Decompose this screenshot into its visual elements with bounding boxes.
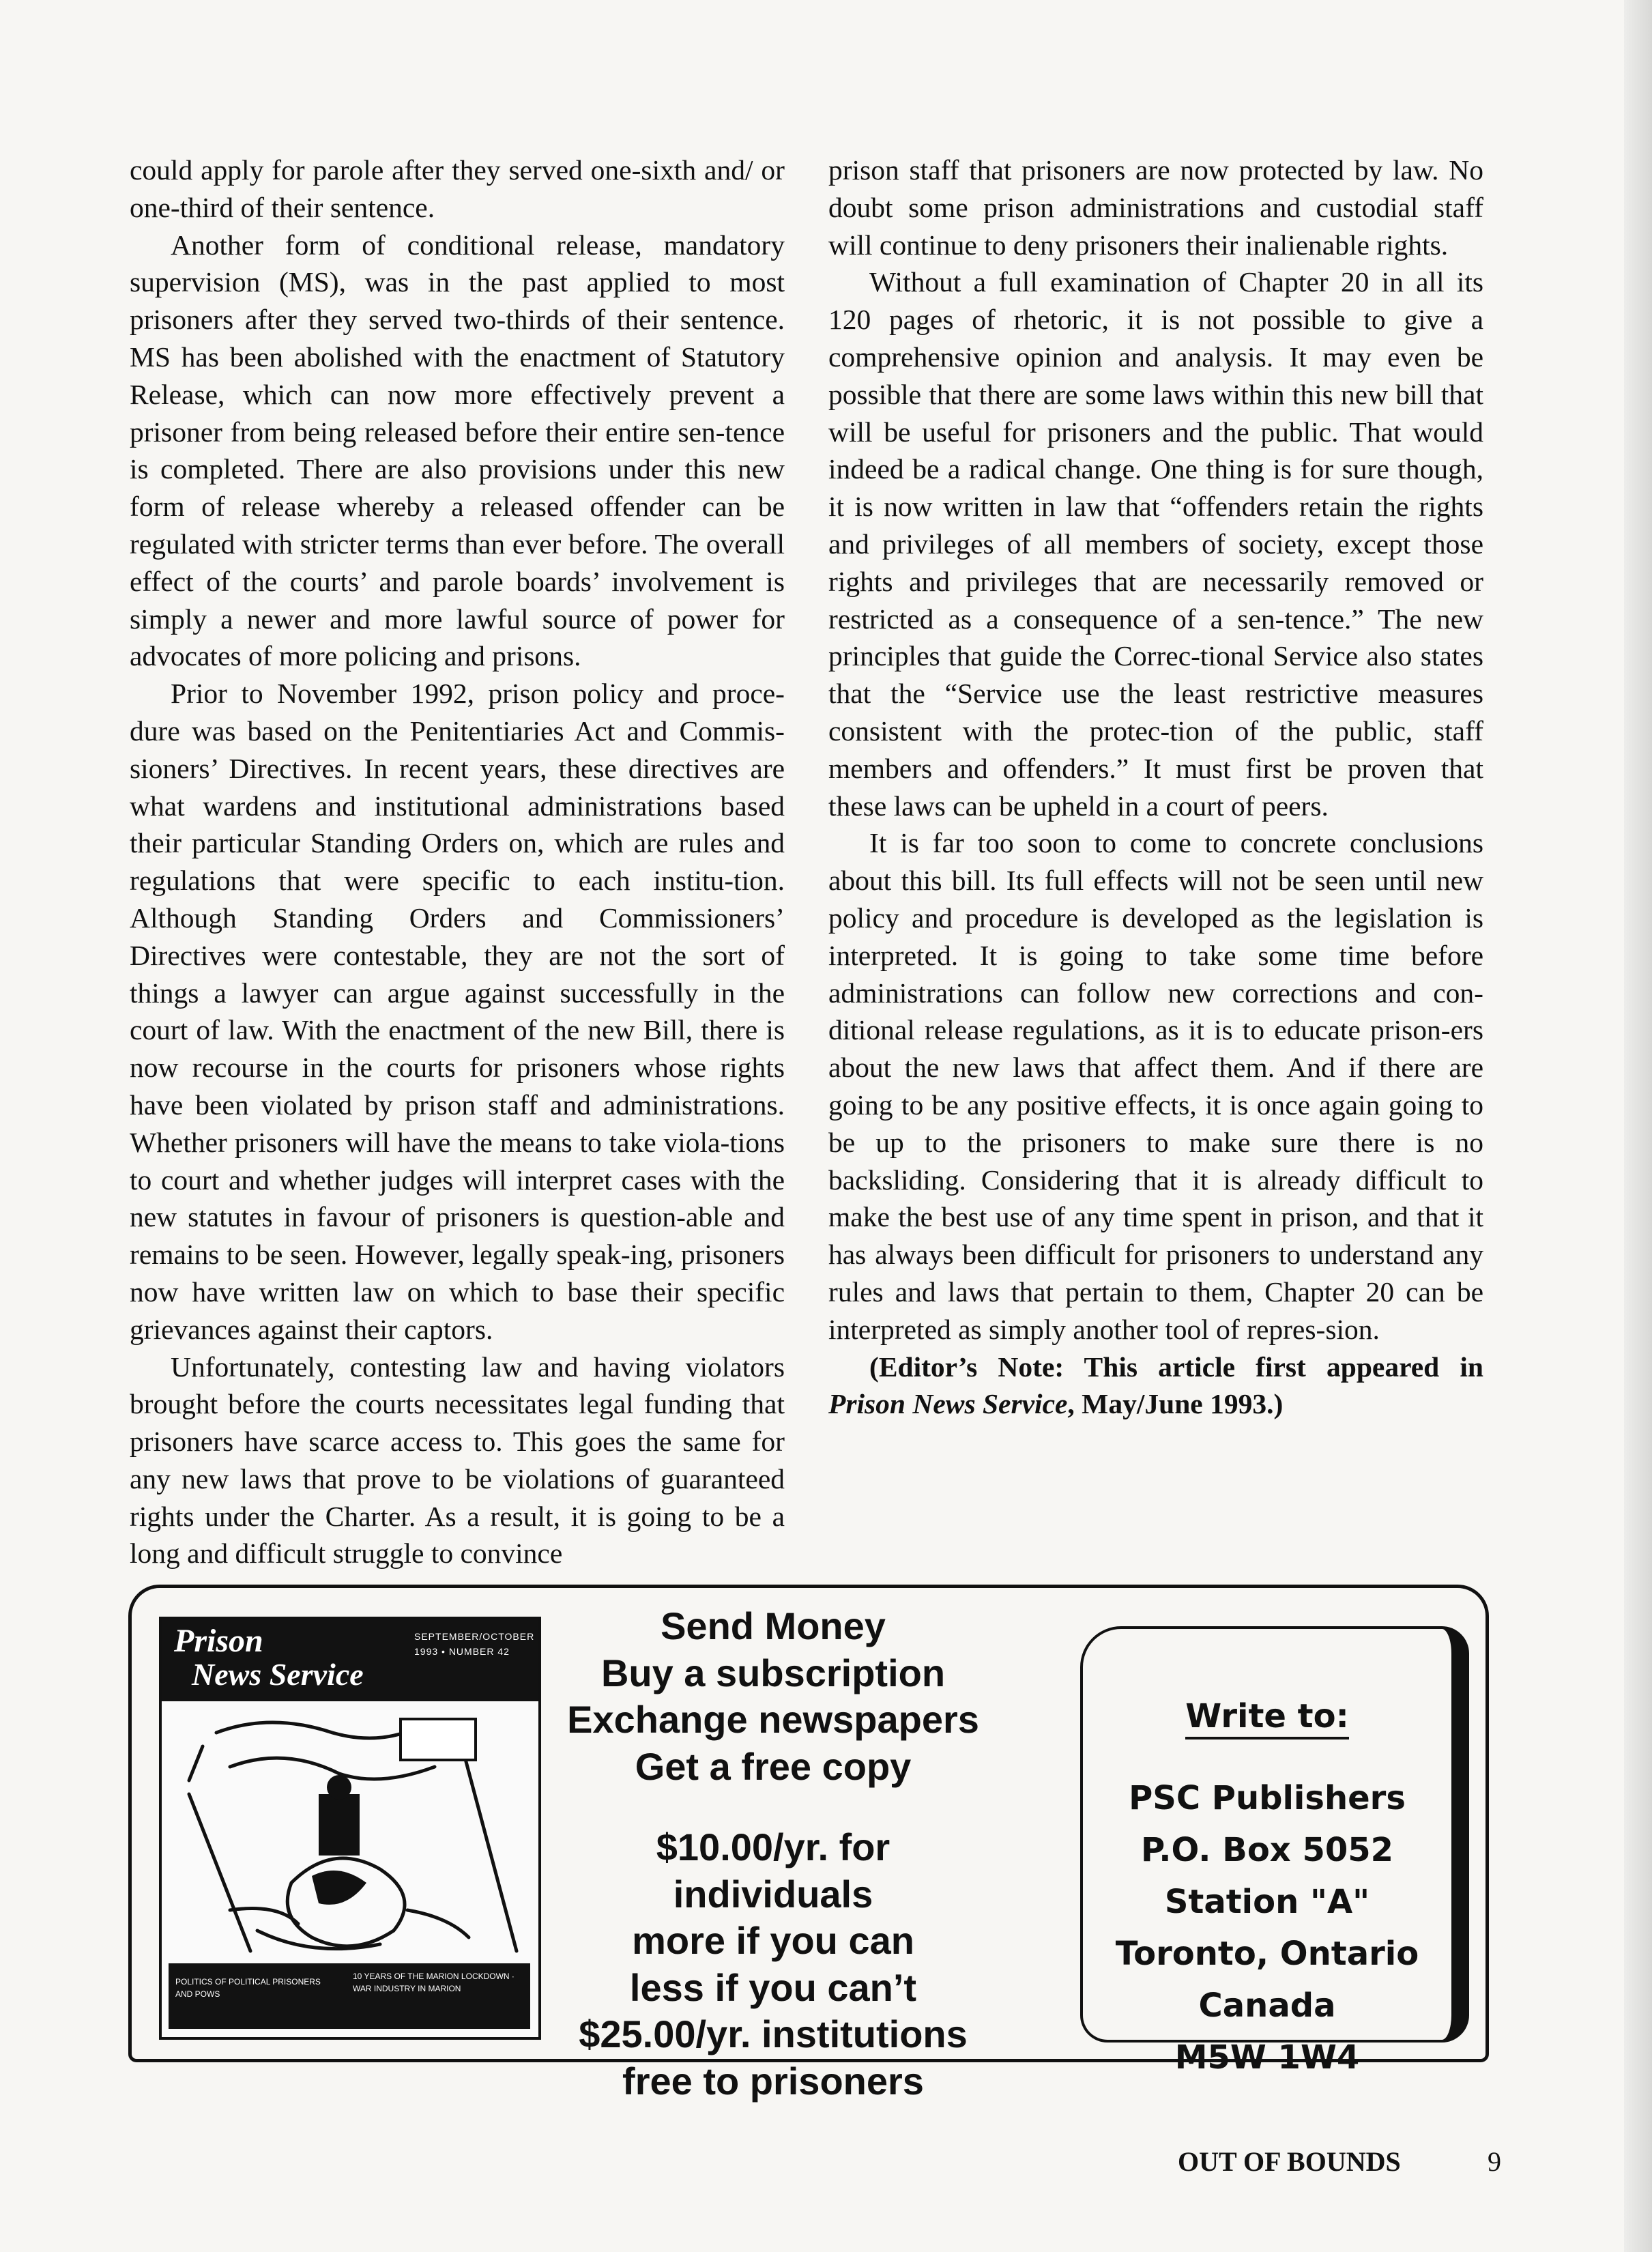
address-line: Canada (1198, 1987, 1336, 2025)
page-edge (1624, 0, 1652, 2252)
editor-note-suffix: , May/June 1993.) (1067, 1388, 1284, 1420)
address-line: Station "A" (1164, 1883, 1370, 1921)
address-heading (1083, 1697, 1451, 1735)
subscription-offer (555, 1603, 991, 2105)
cover-footer (169, 1963, 530, 2029)
cover-title: News Service (192, 1657, 364, 1692)
address-line: M5W 1W4 (1174, 2038, 1360, 2077)
address-line: Toronto, Ontario (1115, 1935, 1419, 1973)
paragraph: prison staff that prisoners are now protected by law. No doubt some prison administrations and custodial staff will continue to deny prisoners their inalienable rights. (828, 154, 1483, 261)
editor-note (828, 1348, 1483, 1424)
editor-note-prefix: (Editor’s Note: This article first appeared in (869, 1351, 1483, 1383)
article-left-column (130, 151, 785, 1572)
paragraph: Without a full examination of Chapter 20 in all its 120 pages of rhetoric, it is not possible to give a comprehensive opinion and analysis. It may even be possible that there are some laws within this new bill that will be useful for prisoners and the public. That would indeed be a radical change. One thing is for sure though, it is now written in law that “offenders retain the rights and privileges of all members of society, except those rights and privileges that are necessarily removed or restricted as a consequence of a sen-tence.” The new principles that guide the Correc-tional Service also states that the “Service use the least restrictive measures consistent with the protec-tion of the public, staff members and offenders.” It must first be proven that these laws can be upheld in a court of peers. (828, 266, 1483, 822)
offer-line: Exchange newspapers (567, 1698, 979, 1741)
paragraph: Unfortunately, contesting law and having violators brought before the courts necessitates legal funding that prisoners have scarce access to. This goes the same for any new laws that prove to be violations of guaranteed rights under the Charter. As a result, it is going to be a long and difficult struggle to convince (130, 1351, 785, 1570)
price-line: $10.00/yr. for individuals (656, 1825, 890, 1916)
paragraph: Prior to November 1992, prison policy and proce-dure was based on the Penitentiaries Act and Commis-sioners’ Directives. In recent years, these directives are what wardens and institutional administrations based their particular Standing Orders on, which are rules and regulations that were specific to each institu-tion. Although Standing Orders and Commissioners’ Directives were contestable, they are not the sort of things a lawyer can argue against successfully in the court of law. With the enactment of the new Bill, there is now recourse in the courts for prisoners whose rights have been violated by prison staff and administrations. Whether prisoners will have the means to take viola-tions to court and whether judges will interpret cases with the new statutes in favour of prisoners is question-able and remains to be seen. However, legally speak-ing, prisoners now have written law on which to base their specific grievances against their captors. (130, 678, 785, 1345)
newspaper-cover-image (159, 1617, 541, 2040)
address-line: PSC Publishers (1129, 1779, 1406, 1817)
address-line: P.O. Box 5052 (1140, 1831, 1394, 1869)
price-line: less if you can’t (629, 1965, 917, 2009)
paragraph: Another form of conditional release, mandatory supervision (MS), was in the past applied to most prisoners after they served two-thirds of their sentence. MS has been abolished with the enactment of Statutory Release, which can now more effectively prevent a prisoner from being released before their entire sen-tence is completed. There are also provisions under this new form of release whereby a released offender can be regulated with stricter terms than ever before. The overall effect of the courts’ and parole boards’ involvement is simply a newer and more lawful source of power for advocates of more policing and prisons. (130, 229, 785, 672)
paragraph: It is far too soon to come to concrete conclusions about this bill. Its full effects will not be seen until new policy and procedure is developed as the legislation is interpreted. It is going to take some time before administrations can follow new corrections and con-ditional release regulations, as it is to educate prison-ers about the new laws that affect them. And if there are going to be any positive effects, it is once again going to be up to the prisoners to make sure there is no backsliding. Considering that it is already difficult to make the best use of any time spent in prison, and that it has always been difficult for prisoners to understand any rules and laws that pertain to them, Chapter 20 can be interpreted as simply another tool of repres-sion. (828, 827, 1483, 1345)
address-lines (1083, 1772, 1451, 2083)
spacer (555, 1790, 991, 1824)
cover-issue-number: 1993 • NUMBER 42 (414, 1646, 510, 1657)
cover-masthead (162, 1619, 538, 1701)
price-line: $25.00/yr. institutions (579, 2012, 968, 2055)
offer-line: Buy a subscription (600, 1651, 946, 1694)
price-line: more if you can (632, 1919, 914, 1962)
cover-footer-right: 10 YEARS OF THE MARION LOCKDOWN · WAR INDUSTRY IN MARION (353, 1972, 515, 1993)
subscription-ad (128, 1585, 1489, 2103)
page-number: 9 (1488, 2146, 1501, 2177)
paragraph: could apply for parole after they served one-sixth and/ or one-third of their sentence. (130, 154, 785, 223)
address-heading-text: Write to: (1185, 1697, 1349, 1739)
mailing-address-box (1080, 1626, 1469, 2077)
editor-note-publication: Prison News Service (828, 1388, 1068, 1420)
cover-title: Prison (174, 1623, 263, 1659)
running-footer-title: OUT OF BOUNDS (1178, 2146, 1401, 2177)
cover-issue-info (414, 1629, 534, 1659)
price-line: free to prisoners (622, 2059, 924, 2103)
offer-line: Get a free copy (635, 1744, 912, 1788)
article-right-column (828, 151, 1483, 1423)
cover-illustration (175, 1705, 530, 1965)
cover-issue-date: SEPTEMBER/OCTOBER (414, 1631, 535, 1642)
offer-line: Send Money (661, 1604, 886, 1647)
cover-footer-left: POLITICS OF POLITICAL PRISONERS AND POWS (175, 1977, 321, 1999)
